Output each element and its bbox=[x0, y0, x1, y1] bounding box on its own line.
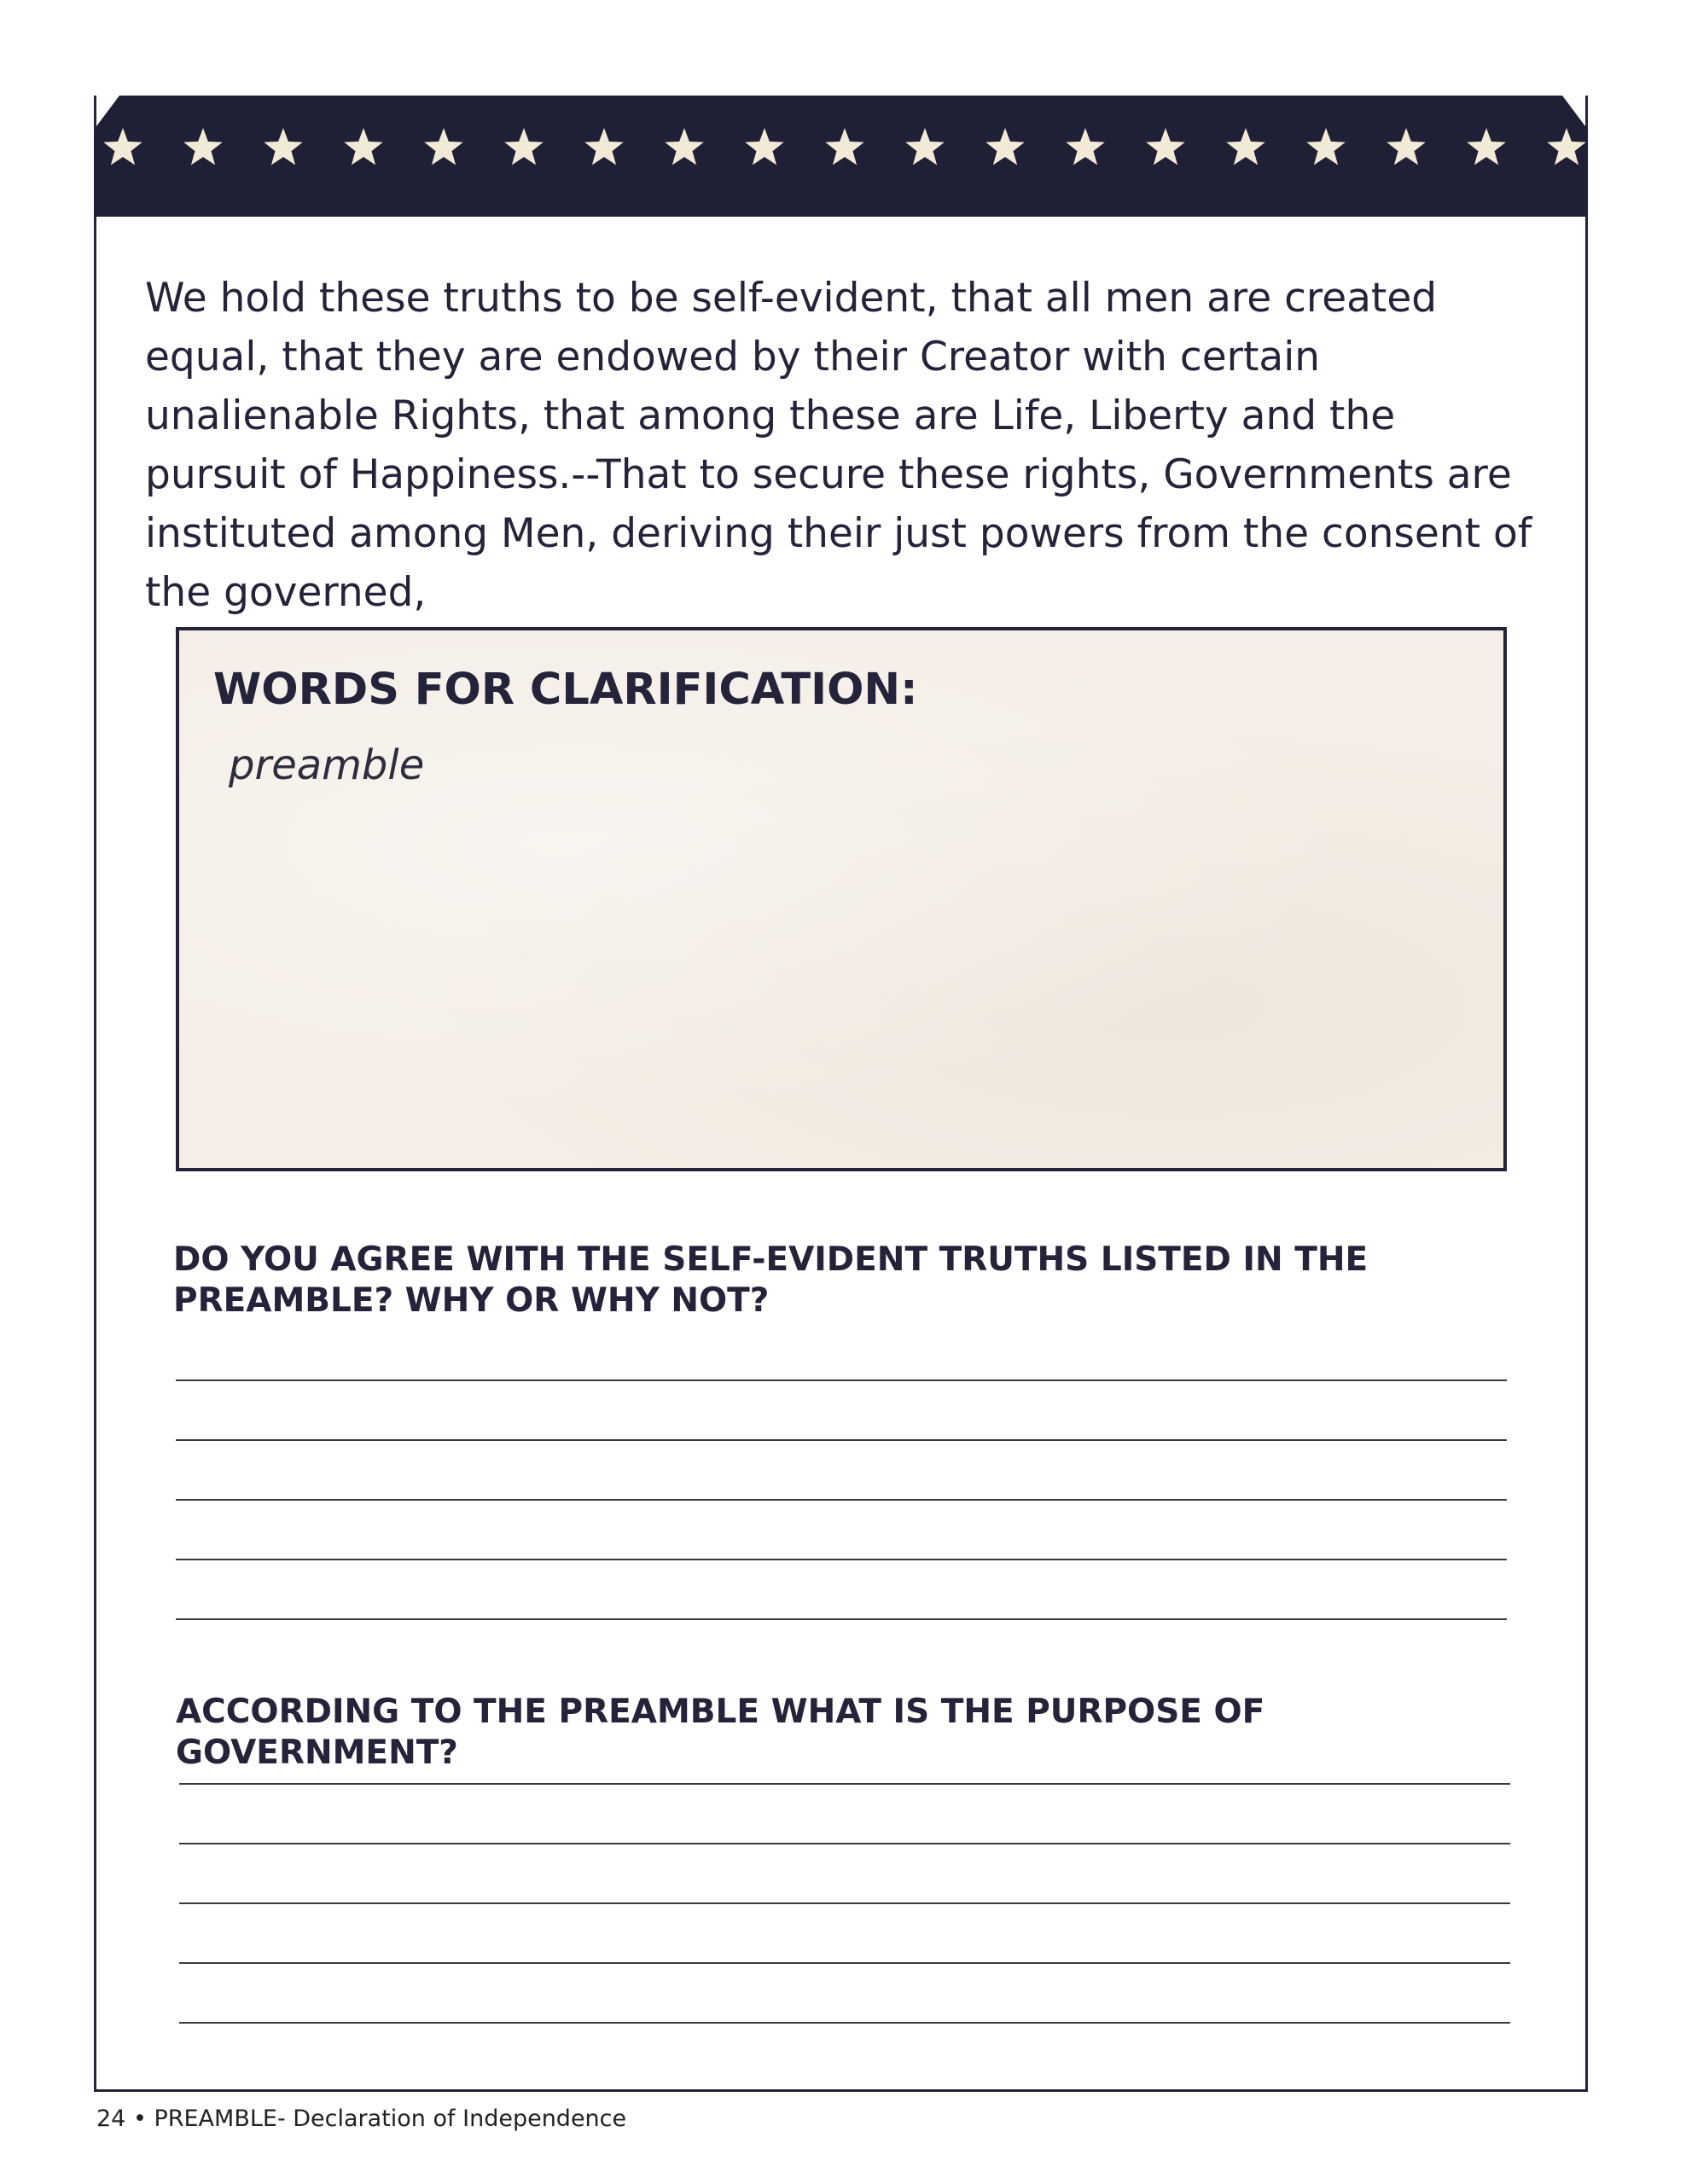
answer-line[interactable] bbox=[176, 1499, 1507, 1501]
answer-line[interactable] bbox=[179, 1962, 1510, 1964]
question-1: DO YOU AGREE WITH THE SELF-EVIDENT TRUTHS LISTED IN THE PREAMBLE? WHY OR WHY NOT? bbox=[173, 1240, 1369, 1320]
star-icon bbox=[1547, 128, 1586, 165]
star-icon bbox=[665, 128, 704, 165]
star-icon bbox=[1146, 128, 1185, 165]
star-icon bbox=[985, 128, 1025, 165]
star-icon bbox=[1066, 128, 1105, 165]
star-icon bbox=[183, 128, 223, 165]
star-icon bbox=[344, 128, 383, 165]
star-icon bbox=[584, 128, 624, 165]
star-icon bbox=[825, 128, 864, 165]
preamble-passage: We hold these truths to be self-evident, that all men are created equal, that they are endowed by their Creator with certain unalienable Rights, that among these are Life, Liberty and the pursuit of Happiness.--That to secure these rights, Governments are instituted among Men, deriving their just powers from the consent of the governed, bbox=[145, 275, 1532, 616]
star-icon bbox=[1467, 128, 1506, 165]
answer-line[interactable] bbox=[176, 1618, 1507, 1620]
clarification-box bbox=[176, 627, 1507, 1171]
star-icon bbox=[424, 128, 463, 165]
answer-line[interactable] bbox=[176, 1559, 1507, 1560]
answer-line[interactable] bbox=[179, 1783, 1510, 1785]
stars-row bbox=[94, 96, 1588, 217]
star-icon bbox=[1306, 128, 1346, 165]
star-icon bbox=[1226, 128, 1265, 165]
page-footer: 24 • PREAMBLE- Declaration of Independence bbox=[96, 2106, 627, 2132]
answer-line[interactable] bbox=[176, 1439, 1507, 1441]
star-icon bbox=[745, 128, 784, 165]
stars-banner bbox=[94, 96, 1588, 217]
star-icon bbox=[504, 128, 544, 165]
star-icon bbox=[103, 128, 142, 165]
question-2: ACCORDING TO THE PREAMBLE WHAT IS THE PURPOSE OF GOVERNMENT? bbox=[176, 1693, 1265, 1772]
star-icon bbox=[1387, 128, 1426, 165]
clarification-title: WORDS FOR CLARIFICATION: bbox=[213, 665, 918, 715]
answer-line[interactable] bbox=[179, 2022, 1510, 2024]
answer-line[interactable] bbox=[179, 1843, 1510, 1844]
answer-line[interactable] bbox=[179, 1902, 1510, 1904]
answer-line[interactable] bbox=[176, 1380, 1507, 1381]
star-icon bbox=[264, 128, 303, 165]
star-icon bbox=[905, 128, 945, 165]
clarification-word: preamble bbox=[229, 741, 425, 789]
